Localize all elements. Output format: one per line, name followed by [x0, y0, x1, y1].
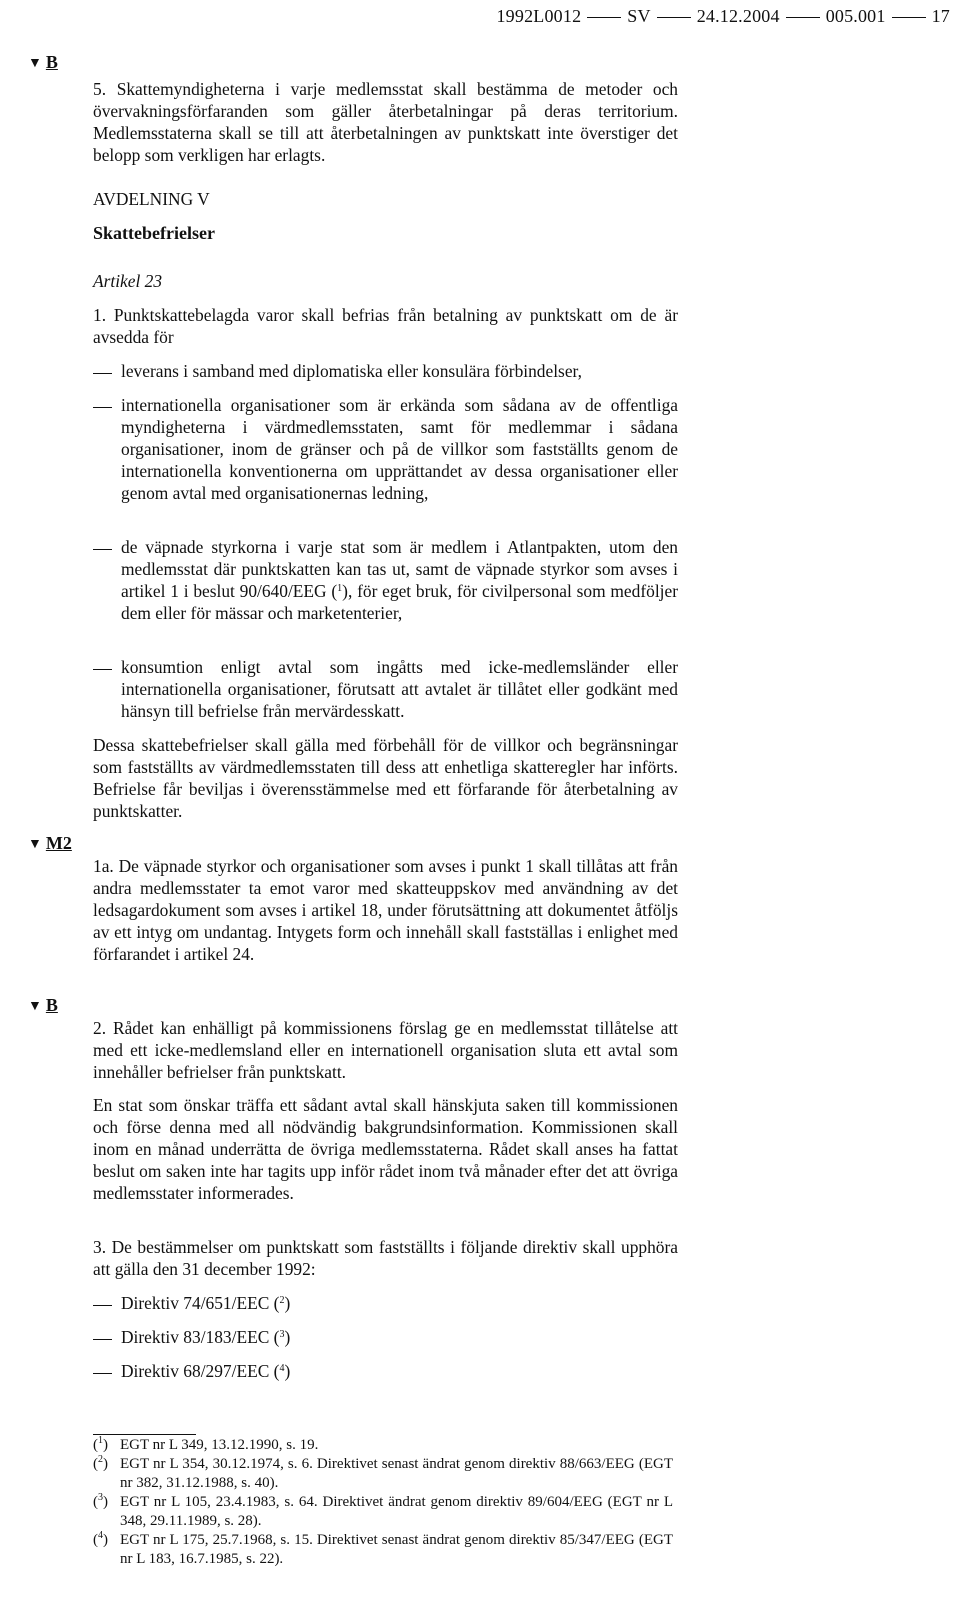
doc-version: 005.001 — [825, 6, 886, 26]
dash-icon — [93, 394, 121, 504]
footnote-reference: 2 — [279, 1295, 285, 1306]
paragraph-5: 5. Skattemyndigheterna i varje medlemsstat skall bestämma de metoder och övervakningsförfaranden som gäller återbetalningar på deras territorium. Medlemsstaterna skall se till att återbetalningen av punktskatt inte överstiger det belopp som verkligen har erlagts. — [93, 79, 678, 165]
footnote: ($^3$) EGT nr L 105, 23.4.1983, s. 64. Direktivet ändrat genom direktiv 89/604/EEG (EGT nr L 348, 29.11.1989, s. 28). — [93, 1492, 673, 1529]
footnote: ($^2$) EGT nr L 354, 30.12.1974, s. 6. Direktivet senast ändrat genom direktiv 88/663/EEG (EGT nr 382, 31.12.1988, s. 40). — [93, 1454, 673, 1491]
section-title: Skattebefrielser — [93, 223, 215, 243]
marker-code: B — [45, 52, 58, 72]
amendment-marker-m2 — [28, 833, 72, 854]
dash-icon — [93, 1326, 121, 1348]
article-heading-block — [93, 270, 678, 292]
section-title-block — [93, 222, 678, 244]
dash-icon — [93, 656, 121, 722]
section-heading — [93, 188, 678, 210]
article-23-paragraph-1-continued: Dessa skattebefrielser skall gälla med förbehåll för de villkor och begränsningar som fastställts av värdmedlemsstaten till dess att enhetliga skatteregler har införts. Befrielse får beviljas i överensstämmelse med ett förfarande för återbetalning av punktskatter. — [93, 735, 678, 821]
dash-icon — [93, 1292, 121, 1314]
dash-icon — [93, 360, 121, 382]
footnote-reference: 3 — [279, 1329, 285, 1340]
header-dash — [657, 17, 691, 18]
page-header — [496, 6, 950, 27]
footnote: ($^1$) EGT nr L 349, 13.12.1990, s. 19. — [93, 1435, 319, 1453]
article-23-paragraph-1: 1. Punktskattebelagda varor skall befrias från betalning av punktskatt om de är avsedda för — [93, 305, 678, 347]
list-item: Direktiv 68/297/EEC ($^4$) — [93, 1360, 678, 1382]
marker-code: M2 — [45, 833, 72, 853]
article-23-paragraph-1a: 1a. De väpnade styrkor och organisationer som avses i punkt 1 skall tillåtas att från andra medlemsstater ta emot varor med skatteuppskov med användning av det ledsagardokument som avses i artikel 18, under förutsättning att dokumentet åtföljs av ett intyg om undantag. Intygets form och innehåll skall fastställas i enlighet med förfarandet i artikel 24. — [93, 856, 678, 964]
header-dash — [892, 17, 926, 18]
triangle-down-icon: ▼ — [28, 56, 42, 71]
amendment-marker-b — [28, 995, 58, 1016]
footnote-reference: 4 — [279, 1363, 285, 1374]
doc-date: 24.12.2004 — [696, 6, 780, 26]
amendment-marker-b — [28, 52, 58, 73]
header-dash — [786, 17, 820, 18]
article-23-paragraph-2: 2. Rådet kan enhälligt på kommissionens förslag ge en medlemsstat tillåtelse att med ett icke-medlemsland eller en internationell organisation sluta ett avtal som innehåller befrielser från punktskatt. — [93, 1018, 678, 1082]
doc-language: SV — [627, 6, 651, 26]
triangle-down-icon: ▼ — [28, 837, 42, 852]
footnote-divider — [93, 1434, 196, 1435]
list-item: konsumtion enligt avtal som ingåtts med icke-medlemsländer eller internationella organisationer, förutsatt att avtalet är tillåtet eller godkänt med hänsyn till befrielse från mervärdesskatt. — [93, 656, 678, 722]
list-item: internationella organisationer som är erkända som sådana av de offentliga myndigheterna i värdmedlemsstaten, samt för medlemmar i sådana organisationer, inom de gränser och på de villkor som fastställts genom de internationella konventionerna om upprättandet av dessa organisationer eller genom avtal med organisationernas ledning, — [93, 394, 678, 504]
list-item: leverans i samband med diplomatiska eller konsulära förbindelser, — [93, 360, 678, 382]
page-number: 17 — [931, 6, 950, 26]
doc-id: 1992L0012 — [496, 6, 582, 26]
list-item: Direktiv 74/651/EEC ($^2$) — [93, 1292, 678, 1314]
triangle-down-icon: ▼ — [28, 999, 42, 1014]
section-label: AVDELNING V — [93, 189, 210, 209]
article-heading: Artikel 23 — [93, 271, 163, 291]
article-23-paragraph-3: 3. De bestämmelser om punktskatt som fastställts i följande direktiv skall upphöra att gälla den 31 december 1992: — [93, 1237, 678, 1279]
article-23-paragraph-2-continued: En stat som önskar träffa ett sådant avtal skall hänskjuta saken till kommissionen och förse denna med all nödvändig bakgrundsinformation. Kommissionen skall inom en månad underrätta de övriga medlemsstaterna. Rådet skall anses ha fattat beslut om saken inte har tagits upp inför rådet inom två månader efter det att övriga medlemsstater informerades. — [93, 1095, 678, 1203]
footnote-reference: 1 — [337, 583, 343, 594]
footnote: ($^4$) EGT nr L 175, 25.7.1968, s. 15. Direktivet senast ändrat genom direktiv 85/347/EEG (EGT nr L 183, 16.7.1985, s. 22). — [93, 1530, 673, 1567]
footnotes — [93, 1436, 673, 1569]
list-item: de väpnade styrkorna i varje stat som är medlem i Atlantpakten, utom den medlemsstat där punktskatten kan tas ut, samt de väpnade styrkor som avses i artikel 1 i beslut 90/640/EEG ($^1$), för eget bruk, för civilpersonal som medföljer dem eller för mässar och marketenterier, — [93, 536, 678, 624]
dash-icon — [93, 536, 121, 624]
dash-icon — [93, 1360, 121, 1382]
list-item: Direktiv 83/183/EEC ($^3$) — [93, 1326, 678, 1348]
header-dash — [587, 17, 621, 18]
marker-code: B — [45, 995, 58, 1015]
